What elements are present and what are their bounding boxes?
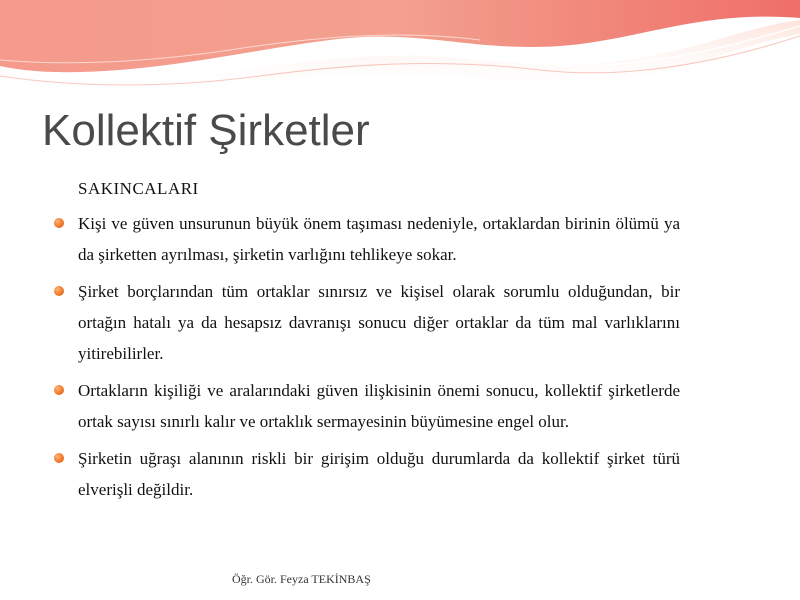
bullet-dot-icon xyxy=(54,453,64,463)
bullet-dot-icon xyxy=(54,218,64,228)
bullet-item xyxy=(52,208,680,270)
bullet-item xyxy=(52,375,680,437)
bullet-dot-icon xyxy=(54,385,64,395)
bullet-list xyxy=(52,208,680,505)
bullet-item xyxy=(52,443,680,505)
decorative-wave-header xyxy=(0,0,800,100)
slide-title: Kollektif Şirketler xyxy=(42,106,370,155)
bullet-text: Ortakların kişiliği ve aralarındaki güven ilişkisinin önemi sonucu, kollektif şirketlerde ortak sayısı sınırlı kalır ve ortaklık sermayesinin büyümesine engel olur. xyxy=(78,381,680,431)
bullet-text: Kişi ve güven unsurunun büyük önem taşıması nedeniyle, ortaklardan birinin ölümü ya da şirketten ayrılması, şirketin varlığını tehlikeye sokar. xyxy=(78,214,680,264)
slide-footer-author: Öğr. Gör. Feyza TEKİNBAŞ xyxy=(232,572,371,586)
bullet-text: Şirket borçlarından tüm ortaklar sınırsız ve kişisel olarak sorumlu olduğundan, bir ortağın hatalı ya da hesapsız davranışı sonucu diğer ortaklar da tüm mal varlıklarını yitirebilirler. xyxy=(78,282,680,363)
slide-content xyxy=(52,176,680,511)
section-heading: SAKINCALARI xyxy=(78,179,199,198)
bullet-dot-icon xyxy=(54,286,64,296)
bullet-item xyxy=(52,276,680,369)
bullet-text: Şirketin uğraşı alanının riskli bir girişim olduğu durumlarda da kollektif şirket türü elverişli değildir. xyxy=(78,449,680,499)
